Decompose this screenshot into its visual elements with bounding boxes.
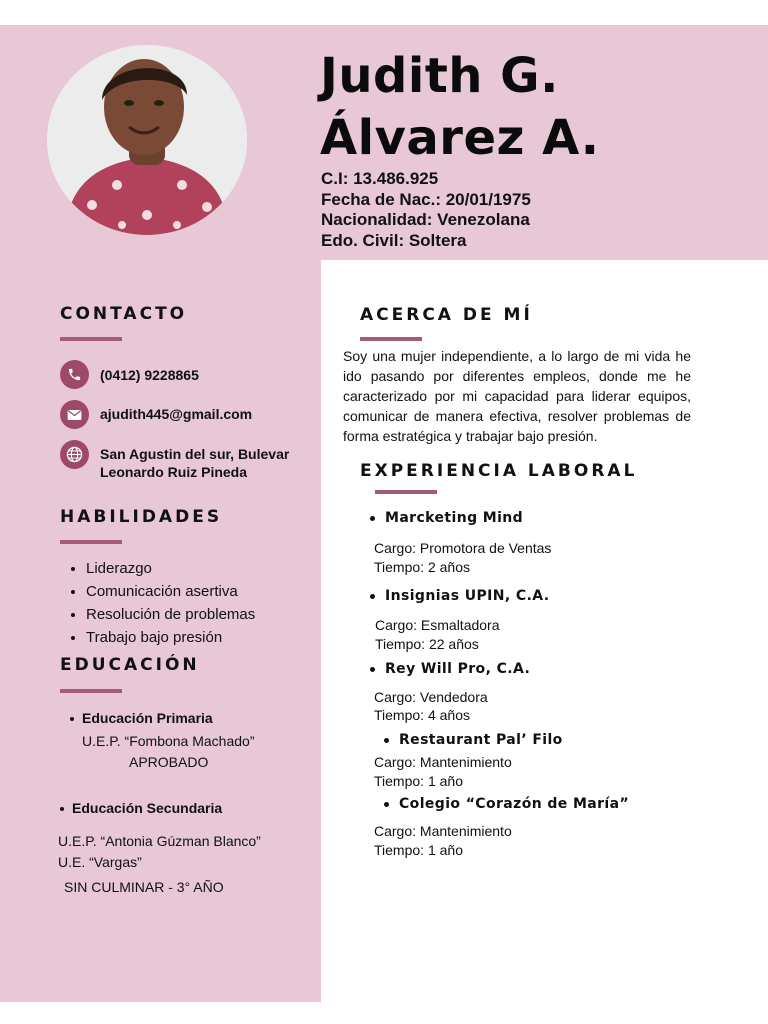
nationality: Nacionalidad: Venezolana: [321, 210, 530, 229]
contact-address-line-2: Leonardo Ruiz Pineda: [100, 464, 248, 480]
contact-email[interactable]: ajudith445@gmail.com: [100, 406, 253, 422]
civil-status: Edo. Civil: Soltera: [321, 231, 467, 250]
job-role: Cargo: Mantenimiento: [374, 823, 512, 839]
education-secondary-status: SIN CULMINAR - 3° AÑO: [64, 879, 224, 895]
job-company: Rey Will Pro, C.A.: [370, 661, 530, 677]
job-company: Colegio “Corazón de María”: [384, 796, 629, 812]
job-role: Cargo: Promotora de Ventas: [374, 540, 552, 556]
education-secondary-school-2: U.E. “Vargas”: [58, 854, 142, 870]
job-role: Cargo: Vendedora: [374, 689, 488, 705]
job-company: Restaurant Pal’ Filo: [384, 732, 563, 748]
job-role: Cargo: Esmaltadora: [375, 617, 500, 633]
education-heading: EDUCACIÓN: [60, 655, 200, 675]
skills-heading: HABILIDADES: [60, 507, 223, 527]
skill-item: • Comunicación asertiva: [86, 580, 255, 603]
job-company: Marcketing Mind: [370, 510, 523, 526]
job-role: Cargo: Mantenimiento: [374, 754, 512, 770]
skills-divider: [60, 540, 122, 544]
education-secondary-school-1: U.E.P. “Antonia Gúzman Blanco”: [58, 833, 261, 849]
job-company: Insignias UPIN, C.A.: [370, 588, 550, 604]
education-primary-title: Educación Primaria: [70, 710, 213, 726]
job-time: Tiempo: 2 años: [374, 559, 470, 575]
job-time: Tiempo: 4 años: [374, 707, 470, 723]
job-time: Tiempo: 1 año: [374, 773, 463, 789]
skill-item: • Trabajo bajo presión: [86, 626, 255, 649]
email-icon: [60, 400, 89, 429]
profile-photo: [47, 45, 247, 235]
skill-item: • Liderazgo: [86, 557, 255, 580]
about-heading: ACERCA DE MÍ: [360, 305, 533, 325]
education-secondary-title: Educación Secundaria: [60, 800, 222, 816]
profile-photo-illustration: [47, 45, 247, 235]
experience-heading: EXPERIENCIA LABORAL: [360, 461, 638, 481]
about-text: Soy una mujer independiente, a lo largo de mi vida he ido pasando por diferentes empleos, donde me he caracterizado por mi capacidad para liderar equipos, comunicar de manera efectiva, resolver problemas de forma estratégica y trabajar bajo presión.: [343, 348, 691, 444]
contact-heading: CONTACTO: [60, 304, 188, 324]
birth-date: Fecha de Nac.: 20/01/1975: [321, 190, 531, 209]
contact-phone[interactable]: (0412) 9228865: [100, 367, 199, 383]
name-line-1: Judith G.: [320, 48, 559, 104]
skills-list: [60, 557, 255, 649]
globe-icon: [60, 440, 89, 469]
phone-icon: [60, 360, 89, 389]
job-time: Tiempo: 1 año: [374, 842, 463, 858]
id-number: C.I: 13.486.925: [321, 169, 439, 188]
education-divider: [60, 689, 122, 693]
contact-divider: [60, 337, 122, 341]
education-primary-status: APROBADO: [129, 754, 209, 770]
job-time: Tiempo: 22 años: [375, 636, 479, 652]
name-line-2: Álvarez A.: [320, 110, 600, 166]
skill-item: • Resolución de problemas: [86, 603, 255, 626]
about-divider: [360, 337, 422, 341]
experience-divider: [375, 490, 437, 494]
education-primary-school: U.E.P. “Fombona Machado”: [82, 733, 255, 749]
contact-address-line-1: San Agustin del sur, Bulevar: [100, 446, 290, 462]
